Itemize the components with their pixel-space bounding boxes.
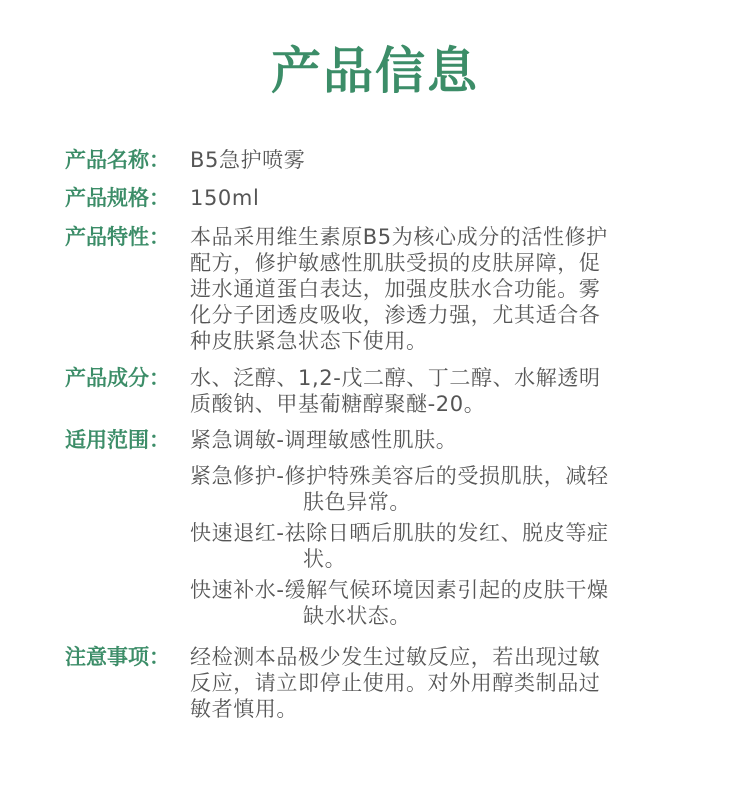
feature-line: 进水通道蛋白表达，加强皮肤水合功能。雾 xyxy=(190,277,601,301)
product-size-value: 150ml xyxy=(190,186,260,210)
page-title: 产品信息 xyxy=(271,42,479,100)
notes-line: 敏者慎用。 xyxy=(190,697,298,721)
notes-line: 反应，请立即停止使用。对外用醇类制品过 xyxy=(190,671,601,695)
scope-item-line: 快速退红-祛除日晒后肌肤的发红、脱皮等症 xyxy=(190,521,609,545)
notes-label: 注意事项： xyxy=(65,645,170,669)
feature-line: 本品采用维生素原B5为核心成分的活性修护 xyxy=(190,225,608,249)
notes-text xyxy=(190,644,690,722)
product-ingredients-label: 产品成分： xyxy=(65,366,170,390)
scope-item-line: 快速补水-缓解气候环境因素引起的皮肤干燥 xyxy=(190,578,609,602)
scope-item xyxy=(190,463,690,515)
ingredients-line: 质酸钠、甲基葡糖醇聚醚-20。 xyxy=(190,392,486,416)
scope-item-line: 状。 xyxy=(303,547,347,571)
product-name-label: 产品名称： xyxy=(65,148,170,172)
product-feature-text xyxy=(190,224,690,354)
feature-line: 配方，修护敏感性肌肤受损的皮肤屏障，促 xyxy=(190,251,601,275)
scope-item-line: 缺水状态。 xyxy=(303,604,411,628)
product-size-label: 产品规格： xyxy=(65,186,170,210)
feature-line: 种皮肤紧急状态下使用。 xyxy=(190,329,428,353)
scope-item xyxy=(190,577,690,629)
scope-item-line: 紧急修护-修护特殊美容后的受损肌肤，减轻 xyxy=(190,464,609,488)
product-feature-label: 产品特性： xyxy=(65,225,170,249)
product-ingredients-text xyxy=(190,365,690,417)
scope-item xyxy=(190,427,690,453)
product-name-value: B5急护喷雾 xyxy=(190,148,306,172)
scope-item xyxy=(190,520,690,572)
scope-item-line: 紧急调敏-调理敏感性肌肤。 xyxy=(190,428,458,452)
ingredients-line: 水、泛醇、1,2-戊二醇、丁二醇、水解透明 xyxy=(190,366,601,390)
notes-line: 经检测本品极少发生过敏反应，若出现过敏 xyxy=(190,645,601,669)
scope-item-line: 肤色异常。 xyxy=(303,490,411,514)
feature-line: 化分子团透皮吸收，渗透力强，尤其适合各 xyxy=(190,303,601,327)
scope-label: 适用范围： xyxy=(65,428,170,452)
